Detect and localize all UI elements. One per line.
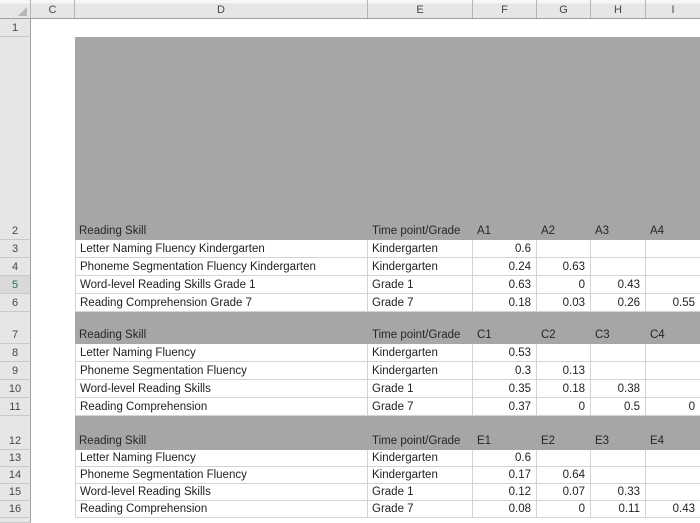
cell-C1[interactable]: [31, 19, 75, 37]
row-header-8[interactable]: 8: [0, 344, 31, 362]
cell-F11[interactable]: 0.37: [473, 398, 537, 416]
row-header-12[interactable]: 12: [0, 416, 31, 450]
row-header-7[interactable]: 7: [0, 312, 31, 344]
cell-E14[interactable]: Kindergarten: [368, 467, 473, 484]
cell-F4[interactable]: 0.24: [473, 258, 537, 276]
cell-G7[interactable]: C2: [537, 312, 591, 344]
column-header-C[interactable]: C: [31, 0, 75, 18]
cell-F9[interactable]: 0.3: [473, 362, 537, 380]
cell-F2[interactable]: A1: [473, 37, 537, 240]
sheet-row-1: [0, 19, 700, 37]
cell-G4[interactable]: 0.63: [537, 258, 591, 276]
cell-C6[interactable]: [31, 294, 75, 312]
cell-D10[interactable]: Word-level Reading Skills: [75, 380, 368, 398]
row-header-4[interactable]: 4: [0, 258, 31, 276]
cell-C8[interactable]: [31, 344, 75, 362]
cell-D8[interactable]: Letter Naming Fluency: [75, 344, 368, 362]
column-header-row: [0, 0, 700, 19]
cell-Dpartial[interactable]: [75, 518, 368, 523]
cell-H7[interactable]: C3: [591, 312, 646, 344]
cell-G13[interactable]: [537, 450, 591, 467]
cell-H1[interactable]: [591, 19, 646, 37]
cell-H3[interactable]: [591, 240, 646, 258]
cell-Cpartial[interactable]: [31, 518, 75, 523]
cell-E9[interactable]: Kindergarten: [368, 362, 473, 380]
cell-D7[interactable]: Reading Skill: [75, 312, 368, 344]
cell-Epartial[interactable]: [368, 518, 473, 523]
cell-G11[interactable]: 0: [537, 398, 591, 416]
cell-C10[interactable]: [31, 380, 75, 398]
cell-E16[interactable]: Grade 7: [368, 501, 473, 518]
cell-I5[interactable]: [646, 276, 700, 294]
row-header-1[interactable]: 1: [0, 19, 31, 37]
cell-D5[interactable]: Word-level Reading Skills Grade 1: [75, 276, 368, 294]
cell-F10[interactable]: 0.35: [473, 380, 537, 398]
cell-I2[interactable]: A4: [646, 37, 700, 240]
cell-G16[interactable]: 0: [537, 501, 591, 518]
cell-F8[interactable]: 0.53: [473, 344, 537, 362]
cell-F13[interactable]: 0.6: [473, 450, 537, 467]
select-all-button[interactable]: [0, 0, 31, 18]
cell-D11[interactable]: Reading Comprehension: [75, 398, 368, 416]
row-header-14[interactable]: 14: [0, 467, 31, 484]
select-all-triangle-icon: [18, 7, 27, 16]
sheet-row-12: [0, 416, 700, 450]
cell-I15[interactable]: [646, 484, 700, 501]
cell-G15[interactable]: 0.07: [537, 484, 591, 501]
cell-I8[interactable]: [646, 344, 700, 362]
cell-G8[interactable]: [537, 344, 591, 362]
row-header-11[interactable]: 11: [0, 398, 31, 416]
cell-E12[interactable]: Time point/Grade: [368, 416, 473, 450]
cell-E10[interactable]: Grade 1: [368, 380, 473, 398]
column-header-D[interactable]: D: [75, 0, 368, 18]
cell-F1[interactable]: [473, 19, 537, 37]
sheet-row-14: [0, 467, 700, 484]
row-header-5[interactable]: 5: [0, 276, 31, 294]
sheet-row-9: [0, 362, 700, 380]
cell-E5[interactable]: Grade 1: [368, 276, 473, 294]
sheet-row-15: [0, 484, 700, 501]
cell-C13[interactable]: [31, 450, 75, 467]
sheet-row-partial: [0, 518, 700, 523]
cell-C2[interactable]: [31, 37, 75, 240]
sheet-row-6: [0, 294, 700, 312]
cell-D16[interactable]: Reading Comprehension: [75, 501, 368, 518]
sheet-row-16: [0, 501, 700, 518]
cell-Fpartial[interactable]: [473, 518, 537, 523]
cell-I7[interactable]: C4: [646, 312, 700, 344]
row-header-3[interactable]: 3: [0, 240, 31, 258]
row-header-15[interactable]: 15: [0, 484, 31, 501]
row-header-13[interactable]: 13: [0, 450, 31, 467]
cell-D13[interactable]: Letter Naming Fluency: [75, 450, 368, 467]
cell-F6[interactable]: 0.18: [473, 294, 537, 312]
cell-F3[interactable]: 0.6: [473, 240, 537, 258]
cell-I10[interactable]: [646, 380, 700, 398]
cell-E1[interactable]: [368, 19, 473, 37]
cell-F5[interactable]: 0.63: [473, 276, 537, 294]
cell-G3[interactable]: [537, 240, 591, 258]
cell-C12[interactable]: [31, 416, 75, 450]
cell-I14[interactable]: [646, 467, 700, 484]
cell-D14[interactable]: Phoneme Segmentation Fluency: [75, 467, 368, 484]
cell-E13[interactable]: Kindergarten: [368, 450, 473, 467]
cell-I3[interactable]: [646, 240, 700, 258]
cell-I13[interactable]: [646, 450, 700, 467]
sheet-row-13: [0, 450, 700, 467]
row-header-10[interactable]: 10: [0, 380, 31, 398]
sheet-row-10: [0, 380, 700, 398]
row-header-2[interactable]: 2: [0, 37, 31, 240]
column-header-F[interactable]: F: [473, 0, 537, 18]
cell-C16[interactable]: [31, 501, 75, 518]
sheet-row-4: [0, 258, 700, 276]
cell-E8[interactable]: Kindergarten: [368, 344, 473, 362]
column-header-G[interactable]: G: [537, 0, 591, 18]
sheet-row-3: [0, 240, 700, 258]
cell-E6[interactable]: Grade 7: [368, 294, 473, 312]
cell-Hpartial[interactable]: [591, 518, 646, 523]
sheet-row-7: [0, 312, 700, 344]
cell-D4[interactable]: Phoneme Segmentation Fluency Kindergarten: [75, 258, 368, 276]
cell-C11[interactable]: [31, 398, 75, 416]
cell-D3[interactable]: Letter Naming Fluency Kindergarten: [75, 240, 368, 258]
cell-I6[interactable]: 0.55: [646, 294, 700, 312]
cell-F15[interactable]: 0.12: [473, 484, 537, 501]
sheet-row-5: [0, 276, 700, 294]
cell-H16[interactable]: 0.11: [591, 501, 646, 518]
cell-H8[interactable]: [591, 344, 646, 362]
cell-C7[interactable]: [31, 312, 75, 344]
cell-I16[interactable]: 0.43: [646, 501, 700, 518]
cell-D9[interactable]: Phoneme Segmentation Fluency: [75, 362, 368, 380]
row-header-partial[interactable]: [0, 518, 31, 523]
sheet-row-11: [0, 398, 700, 416]
cell-D1[interactable]: [75, 19, 368, 37]
cell-H15[interactable]: 0.33: [591, 484, 646, 501]
cell-F14[interactable]: 0.17: [473, 467, 537, 484]
cell-H11[interactable]: 0.5: [591, 398, 646, 416]
cell-C14[interactable]: [31, 467, 75, 484]
cell-H4[interactable]: [591, 258, 646, 276]
cell-H12[interactable]: E3: [591, 416, 646, 450]
cell-H5[interactable]: 0.43: [591, 276, 646, 294]
cell-E3[interactable]: Kindergarten: [368, 240, 473, 258]
cell-G9[interactable]: 0.13: [537, 362, 591, 380]
cell-H2[interactable]: A3: [591, 37, 646, 240]
column-header-I[interactable]: I: [646, 0, 700, 18]
cell-C3[interactable]: [31, 240, 75, 258]
column-header-E[interactable]: E: [368, 0, 473, 18]
cell-G1[interactable]: [537, 19, 591, 37]
cell-D12[interactable]: Reading Skill: [75, 416, 368, 450]
cell-G14[interactable]: 0.64: [537, 467, 591, 484]
cell-E4[interactable]: Kindergarten: [368, 258, 473, 276]
cell-C9[interactable]: [31, 362, 75, 380]
cell-F7[interactable]: C1: [473, 312, 537, 344]
row-header-6[interactable]: 6: [0, 294, 31, 312]
cell-H6[interactable]: 0.26: [591, 294, 646, 312]
row-header-16[interactable]: 16: [0, 501, 31, 518]
cell-I9[interactable]: [646, 362, 700, 380]
cell-G12[interactable]: E2: [537, 416, 591, 450]
cell-Gpartial[interactable]: [537, 518, 591, 523]
cell-G2[interactable]: A2: [537, 37, 591, 240]
cell-D6[interactable]: Reading Comprehension Grade 7: [75, 294, 368, 312]
cell-I12[interactable]: E4: [646, 416, 700, 450]
cell-F16[interactable]: 0.08: [473, 501, 537, 518]
cell-I11[interactable]: 0: [646, 398, 700, 416]
cell-E7[interactable]: Time point/Grade: [368, 312, 473, 344]
column-header-H[interactable]: H: [591, 0, 646, 18]
cell-D15[interactable]: Word-level Reading Skills: [75, 484, 368, 501]
cell-C4[interactable]: [31, 258, 75, 276]
cell-E11[interactable]: Grade 7: [368, 398, 473, 416]
cell-C5[interactable]: [31, 276, 75, 294]
sheet-row-2: [0, 37, 700, 240]
sheet-rows: [0, 19, 700, 523]
cell-D2[interactable]: Reading Skill: [75, 37, 368, 240]
cell-H9[interactable]: [591, 362, 646, 380]
cell-H10[interactable]: 0.38: [591, 380, 646, 398]
cell-G6[interactable]: 0.03: [537, 294, 591, 312]
cell-I1[interactable]: [646, 19, 700, 37]
row-header-9[interactable]: 9: [0, 362, 31, 380]
cell-Ipartial[interactable]: [646, 518, 700, 523]
cell-H13[interactable]: [591, 450, 646, 467]
cell-H14[interactable]: [591, 467, 646, 484]
cell-G10[interactable]: 0.18: [537, 380, 591, 398]
cell-E2[interactable]: Time point/Grade: [368, 37, 473, 240]
cell-G5[interactable]: 0: [537, 276, 591, 294]
sheet-row-8: [0, 344, 700, 362]
cell-F12[interactable]: E1: [473, 416, 537, 450]
cell-E15[interactable]: Grade 1: [368, 484, 473, 501]
cell-I4[interactable]: [646, 258, 700, 276]
cell-C15[interactable]: [31, 484, 75, 501]
